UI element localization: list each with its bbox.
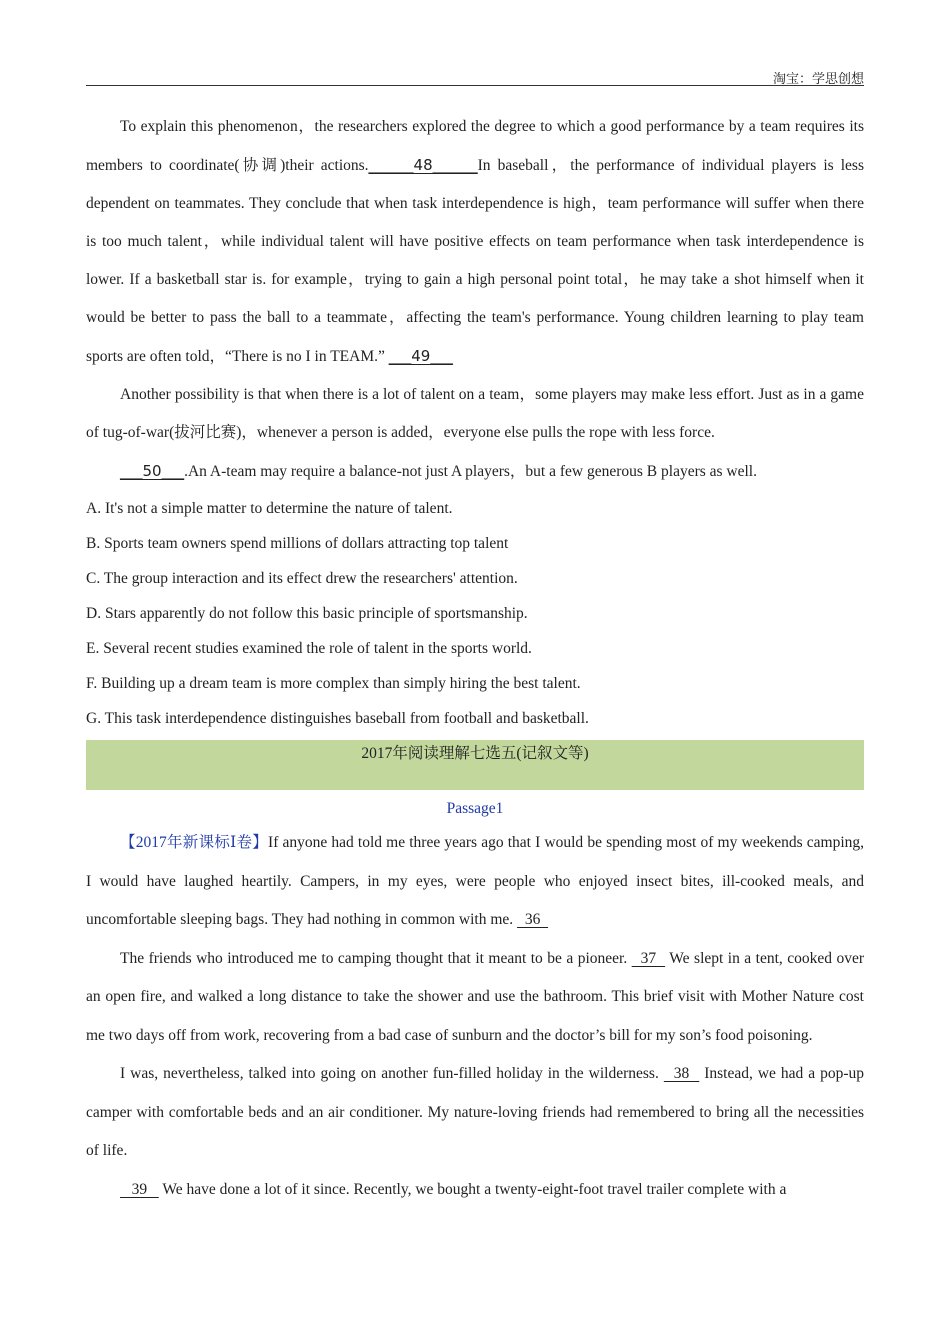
- option-a: A. It's not a simple matter to determine the nature of talent.: [86, 500, 453, 517]
- paragraph-50: [86, 452, 864, 491]
- section-banner: [86, 740, 864, 790]
- blank-39: 39: [120, 1180, 159, 1198]
- passage-paragraph-3: [86, 1055, 864, 1171]
- paragraph-text: I was, nevertheless, talked into going on another fun-filled holiday in the wilderness.: [120, 1065, 659, 1082]
- page-content: [86, 108, 864, 1209]
- paragraph-text: .An A-team may require a balance-not just A players，but a few generous B players as well.: [184, 463, 757, 480]
- blank-36: 36: [517, 911, 549, 928]
- header-divider: [86, 85, 864, 86]
- blank-49: ___49___: [388, 347, 453, 365]
- paragraph-text: We slept in a tent, cooked over an open fire, and walked a long distance to take the shower and use the bathroom. This brief visit with Mother Nature cost me two days off from work, recovering from a bad case of sunburn and the doctor’s bill for my son’s food poisoning.: [86, 949, 865, 1044]
- source-tag: 【2017年新课标Ⅰ卷】: [120, 834, 269, 851]
- paragraph-text: To explain this phenomenon，the researchers explored the degree to which a good performance by a team requires its members to coordinate(协调)their actions.: [86, 118, 864, 174]
- option-b: B. Sports team owners spend millions of dollars attracting top talent: [86, 535, 509, 552]
- passage-paragraph-2: [86, 940, 864, 1056]
- paragraph-tug-of-war: Another possibility is that when there is a lot of talent on a team，some players may make less effort. Just as in a game of tug-of-war(拔河比赛)，whenever a person is added，everyone else pulls the rope with less force.: [86, 386, 864, 441]
- paragraph-text: Instead, we had a pop-up camper with comfortable beds and an air conditioner. My nature-loving friends had remembered to bring all the necessities of life.: [86, 1065, 865, 1159]
- paragraph-text: In baseball，the performance of individual players is less dependent on teammates. They conclude that when task interdependence is high，team performance will suffer when there is too much talent，while individual talent will have positive effects on team performance when task interdependence is lower. If a basketball star is. for example，trying to gain a high personal point total，he may take a shot himself when it would be better to pass the ball to a teammate，affecting the team's performance. Young children learning to play team sports are often told，“There is no I in TEAM.”: [86, 157, 864, 365]
- option-g: G. This task interdependence distinguishes baseball from football and basketball.: [86, 710, 589, 727]
- blank-48: ______48______: [368, 156, 478, 174]
- paragraph-text: The friends who introduced me to camping thought that it meant to be a pioneer.: [120, 949, 628, 967]
- paragraph-text: If anyone had told me three years ago that I would be spending most of my weekends camping, I would have laughed heartily. Campers, in my eyes, were people who enjoyed insect bites, ill-cooked meals, and uncomfortable sleeping bags. They had nothing in common with me.: [86, 834, 864, 928]
- blank-50: ___50___: [120, 462, 185, 480]
- passage-paragraph-4: [86, 1171, 864, 1210]
- option-d: D. Stars apparently do not follow this basic principle of sportsmanship.: [86, 605, 528, 622]
- paragraph-text: We have done a lot of it since. Recently, we bought a twenty-eight-foot travel trailer complete with a: [162, 1180, 787, 1198]
- blank-37: 37: [631, 949, 666, 967]
- paragraph-48: [86, 108, 864, 376]
- blank-38: 38: [663, 1065, 700, 1082]
- passage-title: Passage1: [446, 800, 504, 817]
- option-c: C. The group interaction and its effect drew the researchers' attention.: [86, 570, 518, 587]
- page-header: 淘宝：学思创想: [772, 71, 864, 86]
- option-f: F. Building up a dream team is more complex than simply hiring the best talent.: [86, 675, 581, 692]
- passage-paragraph-1: [86, 824, 864, 940]
- section-banner-title: 2017年阅读理解七选五(记叙文等): [361, 745, 589, 762]
- option-e: E. Several recent studies examined the role of talent in the sports world.: [86, 640, 532, 657]
